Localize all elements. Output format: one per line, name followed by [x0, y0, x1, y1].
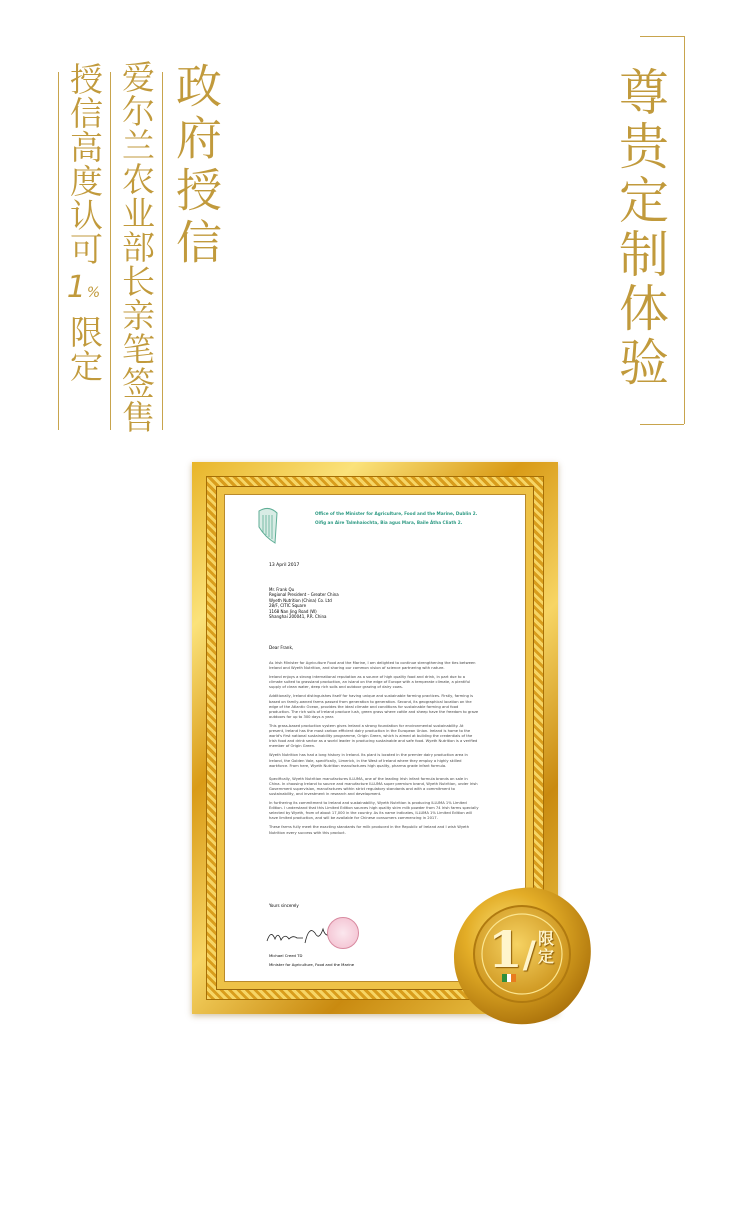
letter-closing: Yours sincerely — [269, 903, 299, 908]
letter-paragraph: These farms fully meet the exacting standards for milk produced in the Republic of Ireland and I wish Wyeth Nutrition every success with this product. — [269, 825, 470, 835]
office-line-english: Office of the Minister for Agriculture, Food and the Marine, Dublin 2. — [315, 511, 478, 516]
letter-paragraph: In furthering its commitment to Ireland and sustainability, Wyeth Nutrition is producing ILLUMA 1% Limited Edition. I understand that this Limited Edition sources high quality skim milk powder from 74 Irish farms specially selected by Wyeth, from of about 17,000 in the country. As its name indicates, ILLUMA 1% Limited Edition will have limited production, and will be available for Chinese consumers commencing in 2017. — [269, 801, 479, 821]
address-line: Regional President – Greater China — [269, 592, 339, 598]
letter-paragraph: Specifically, Wyeth Nutrition manufactures ILLUMA, one of the leading Irish infant formula brands on sale in China. In choosing Ireland to source and manufacture ILLUMA super premium brand, Wyeth Nutrition, under Irish Government supervision, manufactures within strict regulatory standards and with a commitment to sustainability, and investment in research and development. — [269, 776, 478, 796]
right-bracket-line — [684, 36, 685, 424]
left-divider-2 — [110, 72, 111, 430]
signer-name: Michael Creed TD — [269, 953, 303, 958]
letter-date: 13 April 2017 — [269, 563, 300, 568]
left-subtitle-2-a: 授信高度认可 — [65, 62, 104, 266]
left-subtitle-1: 爱尔兰农业部长亲笔签售 — [117, 60, 156, 434]
signer-title: Minister for Agriculture, Food and the Marine — [269, 962, 355, 967]
letter-paragraph: Wyeth Nutrition has had a long history in Ireland. Its plant is located in the premier dairy production area in Ireland, the Golden Vale, specifically, Limerick, in the West of Ireland where they employ a highly skilled workforce. From here, Wyeth Nutrition manufactures high quality, pharma grade infant formula. — [269, 753, 468, 768]
left-title: 政府授信 — [169, 62, 223, 270]
harp-emblem-icon — [255, 507, 281, 547]
letter-paragraph: As Irish Minister for Agriculture Food and the Marine, I am delighted to continue strengthening the ties between Ireland and Wyeth Nutrition, and sharing our common vision of science partnering with nature. — [269, 661, 476, 671]
address-line: Wyeth Nutrition (China) Co. Ltd — [269, 597, 332, 603]
letter-body — [269, 661, 479, 840]
letter-paragraph: This grass-based production system gives Ireland a strong foundation for environmental sustainability. At present, Ireland has the most carbon efficient dairy production in the European Union. Ireland is home to the world's first national sustainability programme, Origin Green, which is aimed at building the credentials of the Irish food and drink sector as a world leader in producing sustainable and safe food. Wyeth Nutrition is a verified member of Origin Green. — [269, 723, 478, 749]
left-subtitle-2 — [66, 62, 102, 383]
letter-signer — [269, 951, 354, 969]
seal-number: 1/ — [488, 920, 536, 979]
office-letterhead — [315, 509, 477, 527]
letter-paragraph: Additionally, Ireland distinguishes itself for having unique and sustainable farming practices. Firstly, farming is based on family-owned farms passed from generation to generation. Second, its geographical location on the edge of the Atlantic Ocean, provides the ideal climate and conditions for sustainable farming and food production. The rich soils of Ireland produce lush, green grass where cattle and sheep have the freedom to graze outdoors for up to 300 days a year. — [269, 694, 479, 719]
address-line: Mr. Frank Qu — [269, 587, 295, 592]
left-divider-3 — [58, 72, 59, 430]
letter-paragraph: Ireland enjoys a strong international reputation as a source of high quality food and drink, in part due to a climate suited to grassland production, an island on the edge of Europe with a temperate climate, a plentiful supply of clean water, deep rich soils and outdoor grazing of dairy cows. — [269, 675, 471, 690]
right-title: 尊贵定制体验 — [611, 66, 669, 390]
letter-address — [269, 587, 339, 619]
office-line-irish: Oifig an Aire Talmhaíochta, Bia agus Mara, Baile Átha Cliath 2. — [315, 520, 463, 525]
right-bracket-bottom — [640, 424, 684, 425]
official-stamp — [327, 917, 359, 949]
handwritten-signature — [265, 923, 335, 947]
left-subtitle-2-b: 限定 — [65, 315, 104, 383]
seal-label: 限 定 — [538, 929, 555, 966]
left-subtitle-2-number: 1% — [66, 270, 102, 305]
right-bracket-top — [640, 36, 684, 37]
left-divider-1 — [162, 72, 163, 430]
address-line: Shanghai 200041, P.R. China — [269, 614, 327, 620]
address-line: 1168 Nan Jing Road (W) — [269, 608, 317, 614]
letter-salutation: Dear Frank, — [269, 645, 294, 650]
address-line: 28/F, CITIC Square — [269, 603, 307, 609]
